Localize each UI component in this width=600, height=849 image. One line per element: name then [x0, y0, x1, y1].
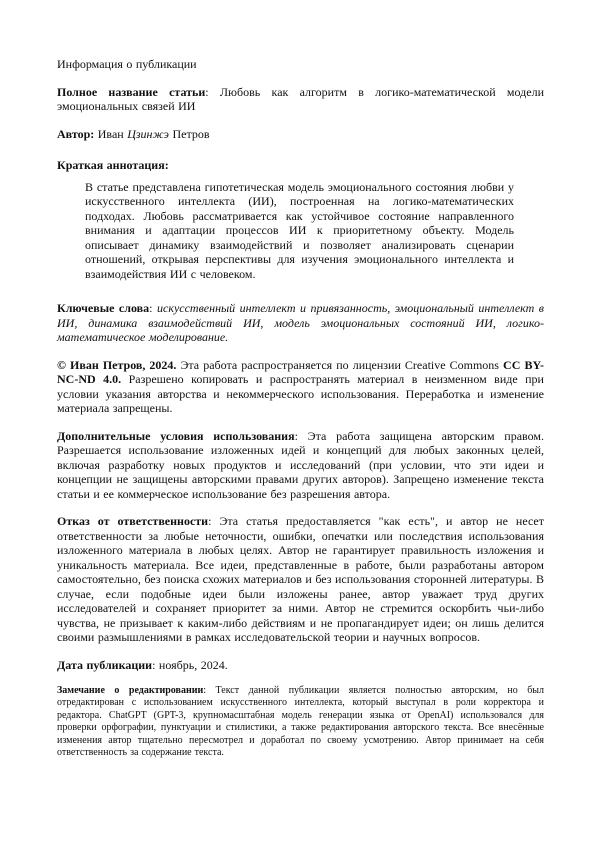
text-run: Информация о публикации	[57, 57, 197, 71]
text-run: : Текст данной публикации является полностью авторским, но был отредактирован с использованием искусственного интеллекта, который выступал в роли корректора и редактора. ChatGPT (GPT-3, крупномасштабная модель генерации языка от OpenAI) использовался для проверки орфографии, пунктуации и стилистики, а также редактирования авторского текста. Все внесённые изменения автор тщательно пересмотрел и доработал по своему усмотрению. Автор принимает на себя ответственность за содержание текста.	[57, 685, 544, 759]
text-run: : Эта статья предоставляется "как есть", и автор не несет ответственности за любые неточности, ошибки, опечатки или последствия использования изложенного материала в любых целях. Автор не гарантирует правильность изложения и уникальность материала. Все идеи, представленные в работе, были разработаны автором самостоятельно, без поиска схожих материалов и без использования сторонней литературы. В случае, если подобные идеи были изложены ранее, автор уважает труд других исследователей и сохраняет приоритет за ними. Автор не стремится оскорбить чьи-либо чувства, не призывает к каким-либо действиям и не пропагандирует идеи; он лишь делится своими размышлениями в рамках исследовательской теории и научных вопросов.	[57, 514, 545, 644]
text-run: : Эта работа защищена авторским правом. Разрешается использование изложенных идей и концепций для любых законных целей, включая разработку новых продуктов и исследований (при условии, что эти идеи и концепции не защищены авторскими правами других авторов). Запрещено изменение текста статьи и ее коммерческое использование без разрешения автора.	[57, 428, 544, 501]
abstract-heading	[57, 158, 544, 173]
publication-info-label	[57, 57, 544, 72]
editing-note-paragraph	[57, 685, 544, 759]
keywords-paragraph	[57, 301, 544, 345]
text-run: :	[149, 301, 158, 315]
text-run: CC BY-NC-ND 4.0.	[57, 357, 545, 386]
text-run: Дополнительные условия использования	[57, 428, 295, 443]
article-full-title	[57, 85, 544, 114]
text-run: Ключевые слова	[57, 301, 150, 315]
text-run: Цзинжэ	[127, 126, 169, 141]
text-run: Дата публикации	[57, 657, 153, 672]
text-run: Краткая аннотация:	[57, 158, 169, 172]
article-author	[57, 127, 544, 142]
abstract-body	[85, 180, 514, 282]
usage-terms-paragraph	[57, 429, 544, 502]
disclaimer-paragraph	[57, 514, 544, 645]
text-run: Полное название статьи	[57, 84, 206, 99]
text-run: : Любовь как алгоритм в логико-математической модели эмоциональных связей ИИ	[57, 84, 544, 113]
text-run: Разрешено копировать и распространять материал в неизменном виде при условии указания авторства и некоммерческого использования. Переработка и изменение материала запрещены.	[57, 372, 544, 415]
text-run: Автор:	[57, 126, 95, 141]
publication-date-paragraph	[57, 658, 544, 673]
text-run: Иван	[94, 126, 128, 141]
text-run: Замечание о редактировании	[57, 685, 204, 696]
text-run: Эта работа распространяется по лицензии Creative Commons	[176, 357, 504, 372]
text-run: Отказ от ответственности	[57, 514, 209, 528]
text-run: © Иван Петров, 2024.	[57, 357, 177, 372]
document-content	[57, 57, 544, 772]
text-run: : ноябрь, 2024.	[152, 657, 228, 672]
text-run: В статье представлена гипотетическая модель эмоционального состояния любви у искусственного интеллекта (ИИ), построенная на логико-математических подходах. Любовь рассматривается как устойчивое состояние направленного внимания и адаптации процессов ИИ к приоритетному объекту. Модель описывает динамику взаимодействий и позволяет анализировать сценарии отношений, открывая перспективы для изучения эмоционального интеллекта и взаимодействия ИИ с человеком.	[85, 179, 514, 281]
text-run: Петров	[168, 126, 210, 141]
text-run: искусственный интеллект и привязанность, эмоциональный интеллект в ИИ, динамика взаимодействий ИИ, модель эмоциональных состояний ИИ, логико-математическое моделирование.	[57, 301, 545, 344]
copyright-license-paragraph	[57, 358, 544, 416]
